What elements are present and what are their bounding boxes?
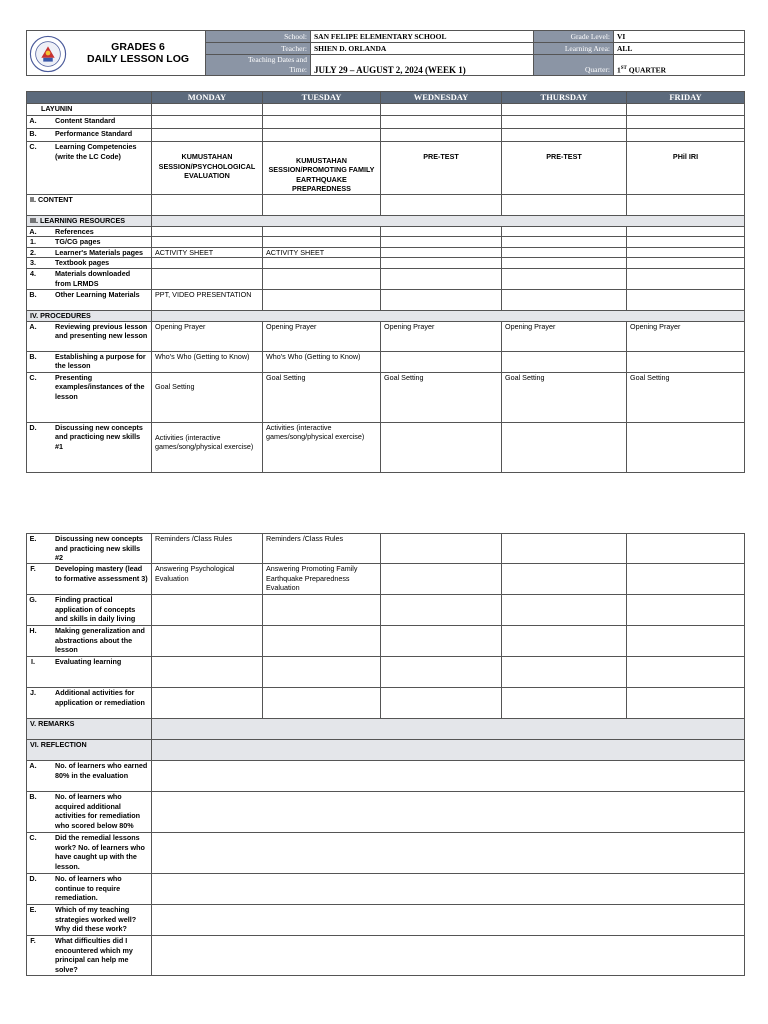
teacher-value: SHIEN D. ORLANDA xyxy=(311,43,534,55)
lesson-grid-part2 xyxy=(26,533,744,976)
row-learners-materials xyxy=(27,247,152,258)
row-index: B. xyxy=(29,792,37,801)
teacher-label: Teacher: xyxy=(206,43,311,55)
row-establishing-purpose xyxy=(27,351,152,372)
pa-tuesday: Opening Prayer xyxy=(263,321,381,351)
title-line2: DAILY LESSON LOG xyxy=(86,52,190,65)
row-other-materials xyxy=(27,289,152,310)
pd-monday: Activities (interactive games/song/physical exercise) xyxy=(152,422,263,472)
pf-tuesday: Answering Promoting Family Earthquake Preparedness Evaluation xyxy=(263,564,381,595)
row-label: No. of learners who acquired additional activities for remediation who scored below 80% xyxy=(55,792,141,830)
row-learners-remediation xyxy=(27,792,152,833)
quarter-value xyxy=(614,55,745,76)
row-label: Finding practical application of concepts and skills in daily living xyxy=(55,595,136,624)
row-additional-activities xyxy=(27,688,152,719)
lesson-table-1 xyxy=(26,91,745,473)
pb-monday: Who's Who (Getting to Know) xyxy=(152,351,263,372)
comp-monday: KUMUSTAHAN SESSION/PSYCHOLOGICAL EVALUATION xyxy=(152,142,263,195)
pd-tuesday: Activities (interactive games/song/physical exercise) xyxy=(263,422,381,472)
grade-value: VI xyxy=(614,31,745,43)
day-header-tuesday: TUESDAY xyxy=(263,92,381,104)
day-header-thursday: THURSDAY xyxy=(502,92,627,104)
deped-seal-logo xyxy=(29,35,67,73)
row-references xyxy=(27,226,152,237)
pc-monday: Goal Setting xyxy=(152,372,263,422)
row-label: Learner's Materials pages xyxy=(55,247,144,257)
day-header-friday: FRIDAY xyxy=(627,92,745,104)
row-label: Content Standard xyxy=(55,116,116,125)
header-table xyxy=(26,30,745,76)
dates-value: JULY 29 – AUGUST 2, 2024 (WEEK 1) xyxy=(311,55,534,76)
day-header-monday: MONDAY xyxy=(152,92,263,104)
grid-corner xyxy=(27,92,152,104)
dates-label-line2: Time: xyxy=(289,65,307,74)
row-teaching-strategies xyxy=(27,905,152,936)
comp-tuesday: KUMUSTAHAN SESSION/PROMOTING FAMILY EARTHQUAKE PREPAREDNESS xyxy=(263,142,381,195)
row-learners-80 xyxy=(27,761,152,792)
lesson-table-2 xyxy=(26,533,745,976)
row-index: G. xyxy=(29,595,37,604)
area-label: Learning Area: xyxy=(534,43,614,55)
row-evaluating-learning xyxy=(27,657,152,688)
dates-label xyxy=(206,55,311,76)
row-label: No. of learners who earned 80% in the evaluation xyxy=(55,761,148,780)
row-label: Learning Competencies (write the LC Code) xyxy=(55,142,137,161)
school-value: SAN FELIPE ELEMENTARY SCHOOL xyxy=(311,31,534,43)
lm-tuesday: ACTIVITY SHEET xyxy=(263,247,381,258)
row-discussing-1 xyxy=(27,422,152,472)
pa-monday: Opening Prayer xyxy=(152,321,263,351)
row-performance-standard xyxy=(27,129,152,142)
pc-friday: Goal Setting xyxy=(627,372,745,422)
row-index: D. xyxy=(29,874,37,883)
row-textbook xyxy=(27,258,152,269)
header-block xyxy=(26,30,744,76)
row-label: Presenting examples/instances of the lesson xyxy=(55,372,145,401)
quarter-word: QUARTER xyxy=(626,65,666,74)
pa-wednesday: Opening Prayer xyxy=(381,321,502,351)
row-index: F. xyxy=(30,564,36,573)
title-cell xyxy=(27,31,206,76)
row-index: E. xyxy=(29,905,37,914)
row-index: C. xyxy=(29,142,37,151)
row-materials-downloaded xyxy=(27,268,152,289)
row-developing-mastery xyxy=(27,564,152,595)
area-value: ALL xyxy=(614,43,745,55)
dates-label-line1: Teaching Dates and xyxy=(247,55,307,64)
row-label: Making generalization and abstractions about the lesson xyxy=(55,626,145,655)
row-index: H. xyxy=(29,626,37,635)
comp-wednesday: PRE-TEST xyxy=(381,142,502,195)
row-index: D. xyxy=(29,422,37,432)
row-index: F. xyxy=(30,936,36,945)
row-continue-remediation xyxy=(27,874,152,905)
row-index: E. xyxy=(29,534,37,543)
row-content-standard xyxy=(27,116,152,129)
school-label: School: xyxy=(206,31,311,43)
grade-label: Grade Level: xyxy=(534,31,614,43)
row-content: II. CONTENT xyxy=(27,195,152,216)
row-procedures: IV. PROCEDURES xyxy=(27,310,152,321)
row-index: 2. xyxy=(30,247,36,257)
row-practical-application xyxy=(27,595,152,626)
row-label: No. of learners who continue to require remediation. xyxy=(55,874,122,903)
row-label: What difficulties did I encountered which my principal can help me solve? xyxy=(55,936,133,974)
row-label: Additional activities for application or remediation xyxy=(55,688,145,707)
row-remedial-lessons xyxy=(27,833,152,874)
row-label: Materials downloaded from LRMDS xyxy=(55,268,131,288)
row-difficulties xyxy=(27,936,152,976)
day-header-wednesday: WEDNESDAY xyxy=(381,92,502,104)
row-label: Discussing new concepts and practicing new skills #2 xyxy=(55,534,143,563)
pc-wednesday: Goal Setting xyxy=(381,372,502,422)
row-label: Establishing a purpose for the lesson xyxy=(55,351,146,371)
pb-tuesday: Who's Who (Getting to Know) xyxy=(263,351,381,372)
row-label: Performance Standard xyxy=(55,129,133,138)
row-label: Textbook pages xyxy=(55,258,110,268)
row-label: Other Learning Materials xyxy=(55,289,140,299)
row-index: C. xyxy=(29,833,37,842)
quarter-sup: ST xyxy=(620,65,627,71)
comp-thursday: PRE-TEST xyxy=(502,142,627,195)
row-label: Did the remedial lessons work? No. of learners who have caught up with the lesson. xyxy=(55,833,145,871)
title-line1: GRADES 6 xyxy=(111,40,165,53)
row-label: Which of my teaching strategies worked well? Why did these work? xyxy=(55,905,137,934)
row-reviewing-previous xyxy=(27,321,152,351)
row-index: I. xyxy=(31,657,35,666)
row-index: A. xyxy=(29,226,37,236)
row-label: Discussing new concepts and practicing new skills #1 xyxy=(55,422,143,451)
row-presenting-examples xyxy=(27,372,152,422)
row-reflection: VI. REFLECTION xyxy=(27,740,152,761)
row-index: A. xyxy=(29,321,37,331)
pa-thursday: Opening Prayer xyxy=(502,321,627,351)
pc-tuesday: Goal Setting xyxy=(263,372,381,422)
row-label: Developing mastery (lead to formative assessment 3) xyxy=(55,564,148,583)
row-label: Evaluating learning xyxy=(55,657,122,666)
row-learning-competencies xyxy=(27,142,152,195)
pe-tuesday: Reminders /Class Rules xyxy=(263,534,381,564)
pa-friday: Opening Prayer xyxy=(627,321,745,351)
row-index: 4. xyxy=(30,268,36,278)
row-label: References xyxy=(55,226,94,236)
row-layunin: LAYUNIN xyxy=(27,104,152,116)
quarter-label: Quarter: xyxy=(534,55,614,76)
row-index: J. xyxy=(30,688,36,697)
quarter-num: 1 xyxy=(617,65,621,74)
comp-friday: PHil IRI xyxy=(627,142,745,195)
pc-thursday: Goal Setting xyxy=(502,372,627,422)
row-index: B. xyxy=(29,351,37,361)
row-tg-cg xyxy=(27,237,152,248)
row-index: 3. xyxy=(30,258,36,268)
row-learning-resources: III. LEARNING RESOURCES xyxy=(27,216,152,227)
row-generalization xyxy=(27,626,152,657)
row-label: TG/CG pages xyxy=(55,237,101,247)
pe-monday: Reminders /Class Rules xyxy=(152,534,263,564)
row-index: A. xyxy=(29,761,37,770)
row-index: B. xyxy=(29,129,37,138)
lesson-grid-part1 xyxy=(26,91,744,473)
lm-monday: ACTIVITY SHEET xyxy=(152,247,263,258)
row-index: A. xyxy=(29,116,37,125)
row-remarks: V. REMARKS xyxy=(27,719,152,740)
row-label: Reviewing previous lesson and presenting new lesson xyxy=(55,321,148,341)
row-index: C. xyxy=(29,372,37,382)
row-index: 1. xyxy=(30,237,36,247)
olm-monday: PPT, VIDEO PRESENTATION xyxy=(152,289,263,310)
pf-monday: Answering Psychological Evaluation xyxy=(152,564,263,595)
row-discussing-2 xyxy=(27,534,152,564)
row-index: B. xyxy=(29,289,37,299)
